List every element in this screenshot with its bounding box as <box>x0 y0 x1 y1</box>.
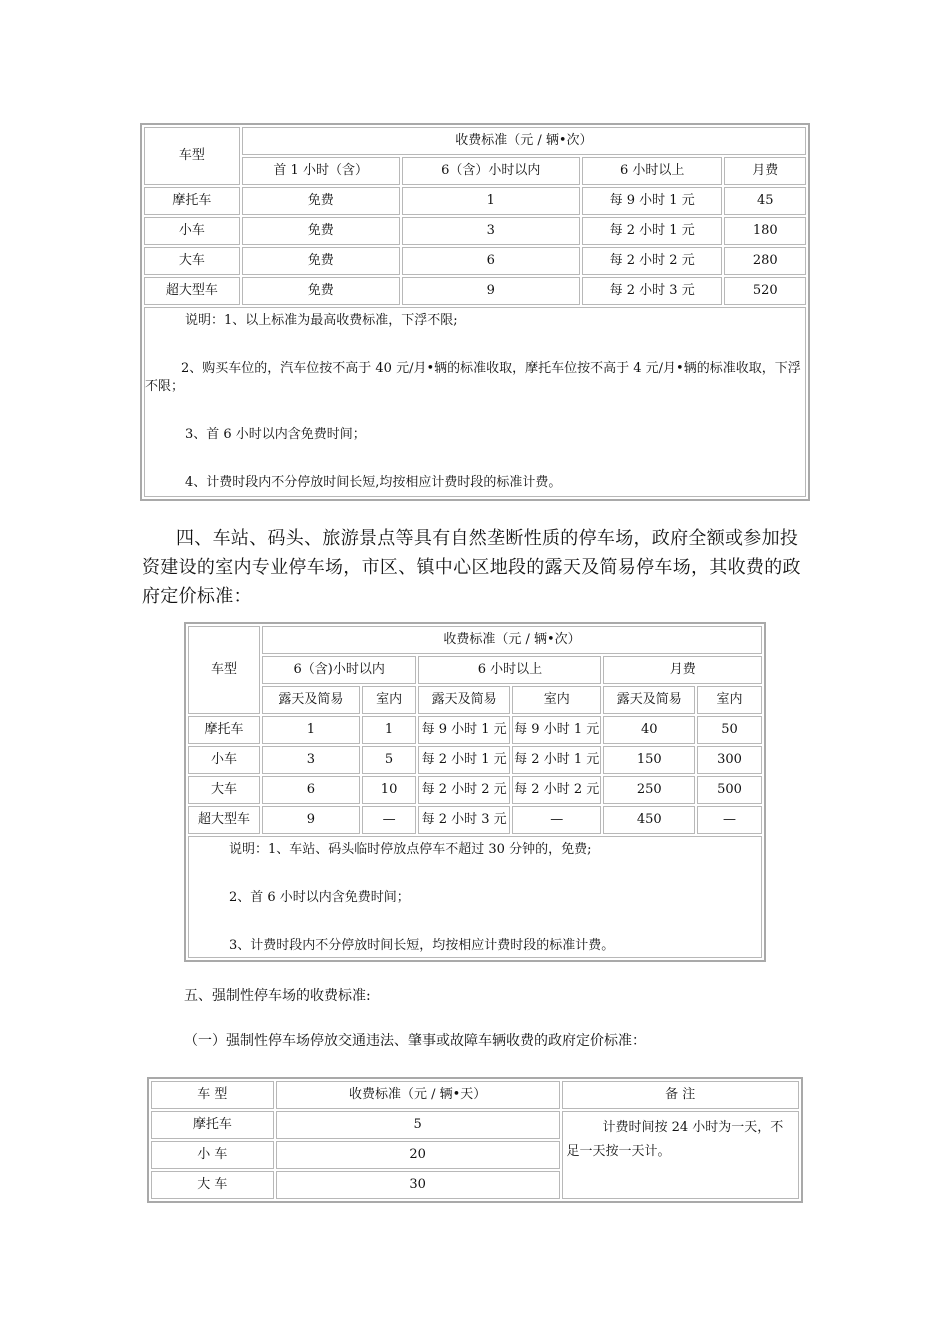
fee-cell: 每 2 小时 1 元 <box>512 746 602 774</box>
fee-cell: 每 9 小时 1 元 <box>512 716 602 744</box>
fee-standard-header: 收费标准（元 / 辆•次） <box>242 127 806 155</box>
daily-fee: 5 <box>276 1111 560 1139</box>
over-6h-header: 6 小时以上 <box>582 157 723 185</box>
note-line: 说明：1、车站、码头临时停放点停车不超过 30 分钟的，免费; <box>229 842 592 857</box>
vehicle-type: 超大型车 <box>188 806 260 834</box>
over-6h-fee: 每 2 小时 1 元 <box>582 217 723 245</box>
open-air-header: 露天及简易 <box>603 686 695 714</box>
fee-cell: 3 <box>262 746 360 774</box>
fee-cell: 500 <box>697 776 762 804</box>
fee-cell: 40 <box>603 716 695 744</box>
table-row <box>144 277 806 305</box>
vehicle-type: 小车 <box>188 746 260 774</box>
monthly-fee: 520 <box>724 277 806 305</box>
vehicle-type: 大车 <box>144 247 240 275</box>
vehicle-type-header: 车 型 <box>151 1081 274 1109</box>
remark-header: 备 注 <box>562 1081 800 1109</box>
indoor-header: 室内 <box>512 686 602 714</box>
parking-fee-table-2 <box>184 622 766 962</box>
vehicle-type: 超大型车 <box>144 277 240 305</box>
note-line: 3、首 6 小时以内含免费时间； <box>185 427 366 442</box>
monthly-fee: 180 <box>724 217 806 245</box>
daily-fee: 20 <box>276 1141 560 1169</box>
fee-cell: 50 <box>697 716 762 744</box>
fee-standard-header: 收费标准（元 / 辆•次） <box>262 626 762 654</box>
fee-cell: 150 <box>603 746 695 774</box>
first-hour-fee: 免费 <box>242 217 400 245</box>
fee-cell: — <box>512 806 602 834</box>
forced-parking-fee-table <box>147 1077 803 1203</box>
note-line: 说明：1、以上标准为最高收费标准，下浮不限; <box>185 313 458 328</box>
fee-standard-header: 收费标准（元 / 辆•天） <box>276 1081 560 1109</box>
fee-cell: 每 2 小时 2 元 <box>418 776 510 804</box>
vehicle-type: 大车 <box>188 776 260 804</box>
open-air-header: 露天及简易 <box>418 686 510 714</box>
fee-cell: 450 <box>603 806 695 834</box>
within-6h-fee: 9 <box>402 277 580 305</box>
first-hour-fee: 免费 <box>242 247 400 275</box>
fee-cell: — <box>697 806 762 834</box>
fee-cell: 每 9 小时 1 元 <box>418 716 510 744</box>
over-6h-header: 6 小时以上 <box>418 656 601 684</box>
vehicle-type-header: 车型 <box>144 127 240 185</box>
monthly-fee: 280 <box>724 247 806 275</box>
table1-notes <box>144 307 806 497</box>
note-line: 3、计费时段内不分停放时间长短，均按相应计费时段的标准计费。 <box>229 938 615 953</box>
vehicle-type: 摩托车 <box>144 187 240 215</box>
fee-cell: 1 <box>362 716 417 744</box>
within-6h-fee: 3 <box>402 217 580 245</box>
table-row <box>188 746 762 774</box>
fee-cell: 10 <box>362 776 417 804</box>
note-line: 2、购买车位的，汽车位按不高于 40 元/月•辆的标准收取，摩托车位按不高于 4 元/月•辆的标准收取，下浮不限； <box>145 361 801 394</box>
table2-notes <box>188 836 762 958</box>
fee-cell: 每 2 小时 2 元 <box>512 776 602 804</box>
fee-cell: 5 <box>362 746 417 774</box>
section-5-subheading: （一）强制性停车场停放交通违法、肇事或故障车辆收费的政府定价标准： <box>184 1033 646 1049</box>
indoor-header: 室内 <box>362 686 417 714</box>
first-hour-header: 首 1 小时（含） <box>242 157 400 185</box>
fee-cell: 250 <box>603 776 695 804</box>
note-line: 4、计费时段内不分停放时间长短,均按相应计费时段的标准计费。 <box>185 475 562 490</box>
note-line: 2、首 6 小时以内含免费时间； <box>229 890 410 905</box>
fee-cell: 6 <box>262 776 360 804</box>
fee-cell: 300 <box>697 746 762 774</box>
remark-cell <box>562 1111 800 1199</box>
within-6h-fee: 6 <box>402 247 580 275</box>
vehicle-type: 小 车 <box>151 1141 274 1169</box>
fee-cell: 9 <box>262 806 360 834</box>
vehicle-type: 大 车 <box>151 1171 274 1199</box>
within-6h-fee: 1 <box>402 187 580 215</box>
fee-cell: 每 2 小时 3 元 <box>418 806 510 834</box>
over-6h-fee: 每 2 小时 3 元 <box>582 277 723 305</box>
monthly-fee: 45 <box>724 187 806 215</box>
table-row <box>144 217 806 245</box>
table-row <box>188 776 762 804</box>
parking-fee-table-1 <box>140 123 810 501</box>
section-5-heading: 五、强制性停车场的收费标准: <box>184 988 371 1004</box>
daily-fee: 30 <box>276 1171 560 1199</box>
vehicle-type: 摩托车 <box>151 1111 274 1139</box>
section-4-paragraph: 四、车站、码头、旅游景点等具有自然垄断性质的停车场，政府全额或参加投资建设的室内专业停车场，市区、镇中心区地段的露天及简易停车场，其收费的政府定价标准： <box>142 528 801 607</box>
remark-text: 计费时间按 24 小时为一天，不足一天按一天计。 <box>566 1120 784 1159</box>
over-6h-fee: 每 9 小时 1 元 <box>582 187 723 215</box>
table-row <box>188 716 762 744</box>
table-row <box>144 247 806 275</box>
indoor-header: 室内 <box>697 686 762 714</box>
vehicle-type-header: 车型 <box>188 626 260 714</box>
first-hour-fee: 免费 <box>242 187 400 215</box>
over-6h-fee: 每 2 小时 2 元 <box>582 247 723 275</box>
fee-cell: — <box>362 806 417 834</box>
table-row <box>188 806 762 834</box>
within-6h-header: 6（含)小时以内 <box>262 656 416 684</box>
table-row <box>144 187 806 215</box>
first-hour-fee: 免费 <box>242 277 400 305</box>
monthly-header: 月费 <box>603 656 762 684</box>
monthly-header: 月费 <box>724 157 806 185</box>
fee-cell: 1 <box>262 716 360 744</box>
fee-cell: 每 2 小时 1 元 <box>418 746 510 774</box>
open-air-header: 露天及简易 <box>262 686 360 714</box>
vehicle-type: 摩托车 <box>188 716 260 744</box>
table-row <box>151 1111 799 1139</box>
within-6h-header: 6（含）小时以内 <box>402 157 580 185</box>
vehicle-type: 小车 <box>144 217 240 245</box>
